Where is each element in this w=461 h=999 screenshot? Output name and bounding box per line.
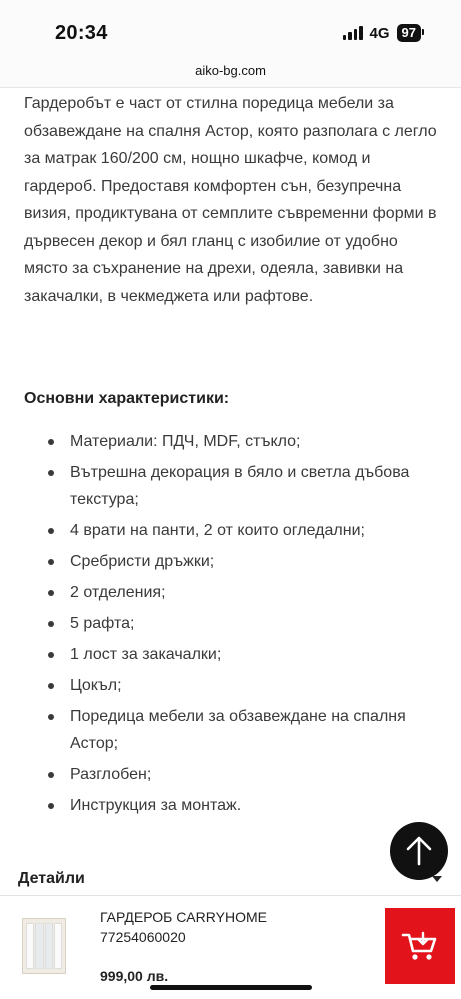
scroll-to-top-button[interactable] bbox=[390, 822, 448, 880]
bullet-icon bbox=[48, 528, 54, 534]
chevron-down-icon[interactable] bbox=[432, 876, 442, 882]
list-item: Инструкция за монтаж. bbox=[24, 792, 444, 819]
list-item: Разглобен; bbox=[24, 761, 444, 788]
list-item: 4 врати на панти, 2 от които огледални; bbox=[24, 517, 444, 544]
list-item: 2 отделения; bbox=[24, 579, 444, 606]
bullet-icon bbox=[48, 683, 54, 689]
bullet-icon bbox=[48, 714, 54, 720]
product-price: 999,00 лв. bbox=[100, 968, 169, 984]
address-bar[interactable] bbox=[0, 60, 461, 88]
status-time: 20:34 bbox=[55, 22, 108, 44]
status-indicators bbox=[343, 24, 421, 42]
list-item: Материали: ПДЧ, MDF, стъкло; bbox=[24, 428, 444, 455]
product-name: ГАРДЕРОБ CARRYHOME bbox=[100, 909, 267, 925]
url-text: aiko-bg.com bbox=[195, 63, 266, 78]
bullet-icon bbox=[48, 470, 54, 476]
status-bar bbox=[0, 0, 461, 60]
bullet-icon bbox=[48, 439, 54, 445]
bullet-icon bbox=[48, 621, 54, 627]
features-title: Основни характеристики: bbox=[24, 390, 230, 407]
bullet-icon bbox=[48, 559, 54, 565]
battery-icon: 97 bbox=[397, 24, 421, 42]
sticky-product-bar bbox=[0, 895, 461, 999]
shopping-cart-icon bbox=[401, 929, 439, 963]
bullet-icon bbox=[48, 590, 54, 596]
product-code: 77254060020 bbox=[100, 929, 186, 945]
add-to-cart-button[interactable] bbox=[385, 908, 455, 984]
details-title[interactable]: Детайли bbox=[18, 870, 85, 887]
bullet-icon bbox=[48, 772, 54, 778]
features-list bbox=[24, 428, 444, 823]
list-item: Поредица мебели за обзавеждане на спалня Астор; bbox=[24, 703, 444, 757]
list-item: 5 рафта; bbox=[24, 610, 444, 637]
list-item: Вътрешна декорация в бяло и светла дъбова текстура; bbox=[24, 459, 444, 513]
product-thumbnail bbox=[22, 918, 66, 974]
list-item: Цокъл; bbox=[24, 672, 444, 699]
network-type: 4G bbox=[369, 24, 390, 42]
bullet-icon bbox=[48, 652, 54, 658]
home-indicator bbox=[150, 985, 312, 990]
product-description: Гардеробът е част от стилна поредица мебели за обзавеждане на спалня Астор, която разполага с легло за матрак 160/200 см, нощно шкафче, комод и гардероб. Предоставя комфортен сън, безупречна визия, продиктувана от семплите съвременни форми в дървесен декор и бял гланц с изобилие от удобно място за съхранение на дрехи, одеяла, завивки на закачалки, в чекмеджета или рафтове. bbox=[24, 95, 437, 305]
list-item: 1 лост за закачалки; bbox=[24, 641, 444, 668]
signal-icon bbox=[343, 26, 363, 40]
list-item: Сребристи дръжки; bbox=[24, 548, 444, 575]
bullet-icon bbox=[48, 803, 54, 809]
arrow-up-icon bbox=[406, 836, 432, 866]
